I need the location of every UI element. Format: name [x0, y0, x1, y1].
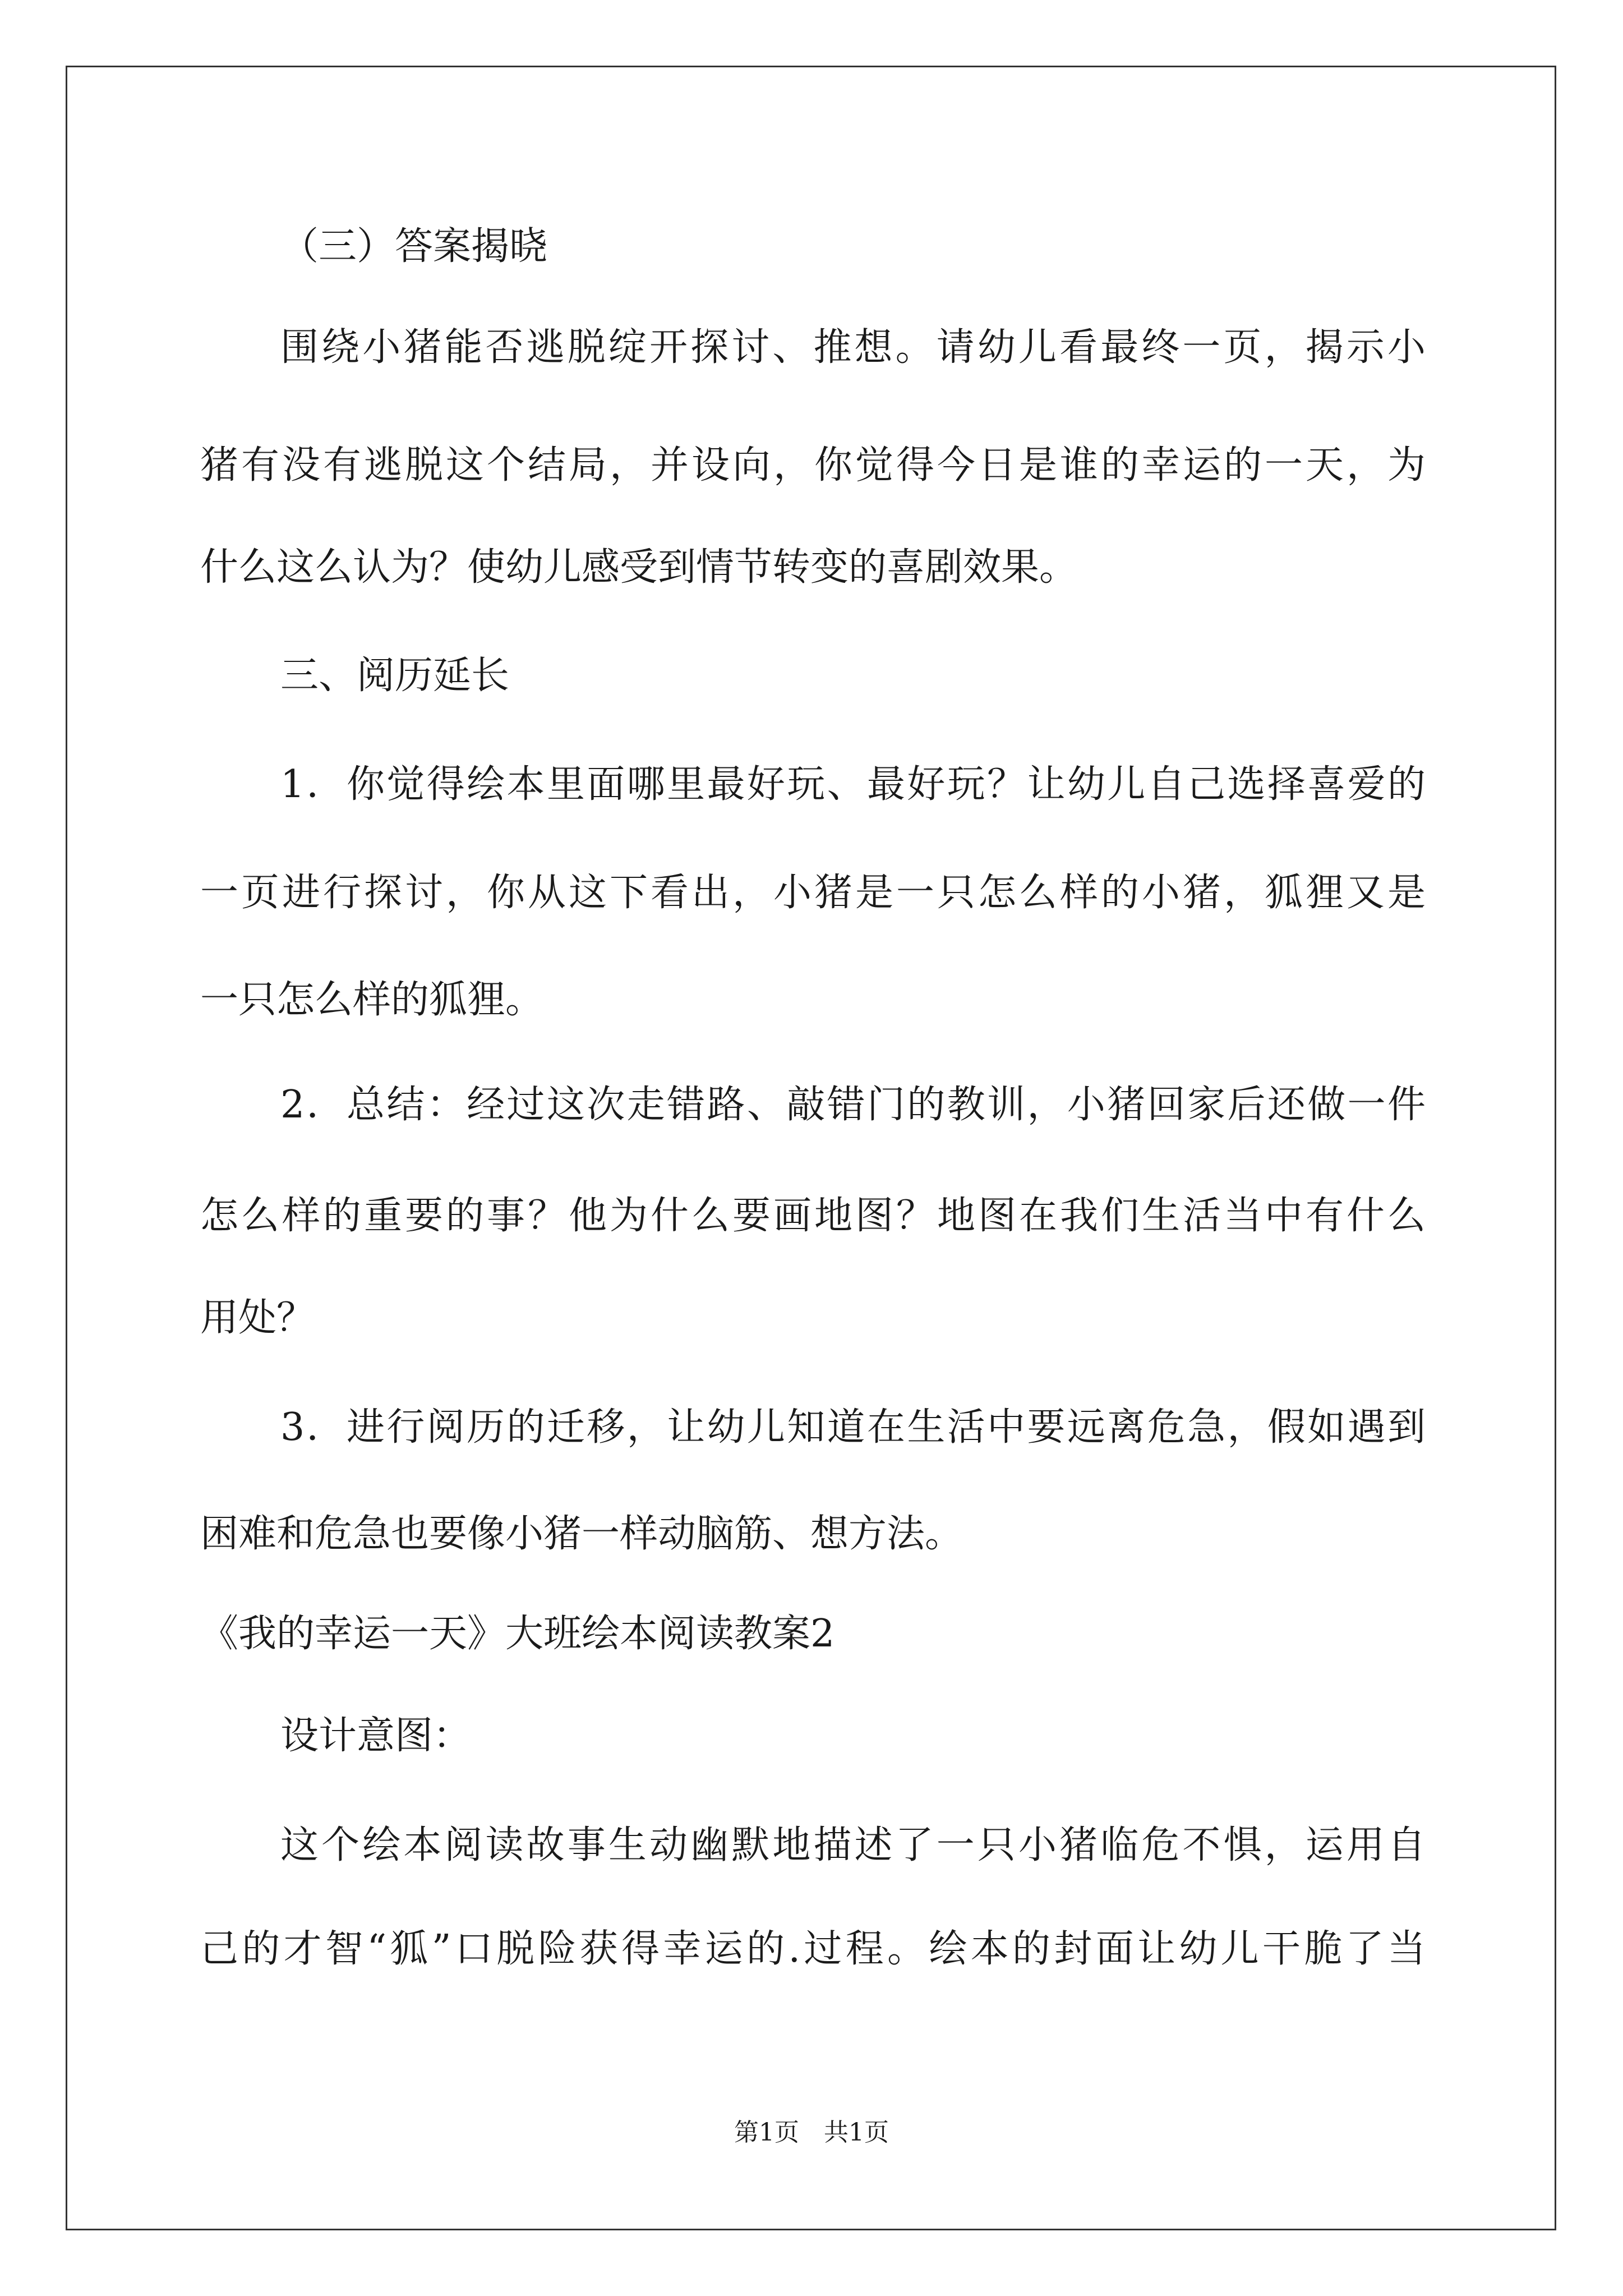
section-heading-answer-reveal: （三）答案揭晓	[280, 224, 548, 269]
paragraph-line: 用处？	[200, 1296, 315, 1340]
paragraph-line: 猪有没有逃脱这个结局，并设向，你觉得今日是谁的幸运的一天，为	[200, 443, 1426, 487]
page-footer: 第1页 共1页	[734, 2118, 889, 2147]
paragraph-line: 1．你觉得绘本里面哪里最好玩、最好玩？让幼儿自己选择喜爱的	[280, 762, 1426, 807]
paragraph-line: 什么这么认为？使幼儿感受到情节转变的喜剧效果。	[200, 545, 1078, 590]
paragraph-line: 怎么样的重要的事？他为什么要画地图？地图在我们生活当中有什么	[200, 1194, 1426, 1238]
subheading-design-intent: 设计意图：	[280, 1714, 472, 1758]
paragraph-line: 围绕小猪能否逃脱绽开探讨、推想。请幼儿看最终一页，揭示小	[280, 325, 1426, 370]
section-heading-extension: 三、阅历延长	[280, 654, 510, 698]
paragraph-line: 一只怎么样的狐狸。	[200, 978, 544, 1022]
lesson-plan-title: 《我的幸运一天》大班绘本阅读教案2	[200, 1612, 835, 1656]
paragraph-line: 己的才智“狐”口脱险获得幸运的.过程。绘本的封面让幼儿干脆了当	[200, 1927, 1426, 1971]
paragraph-line: 2．总结：经过这次走错路、敲错门的教训，小猪回家后还做一件	[280, 1083, 1426, 1127]
paragraph-line: 一页进行探讨，你从这下看出，小猪是一只怎么样的小猪，狐狸又是	[200, 871, 1426, 915]
paragraph-line: 3．进行阅历的迁移，让幼儿知道在生活中要远离危急，假如遇到	[280, 1405, 1426, 1450]
paragraph-line: 这个绘本阅读故事生动幽默地描述了一只小猪临危不惧，运用自	[280, 1823, 1426, 1867]
page-border	[66, 66, 1556, 2230]
paragraph-line: 困难和危急也要像小猪一样动脑筋、想方法。	[200, 1512, 963, 1556]
